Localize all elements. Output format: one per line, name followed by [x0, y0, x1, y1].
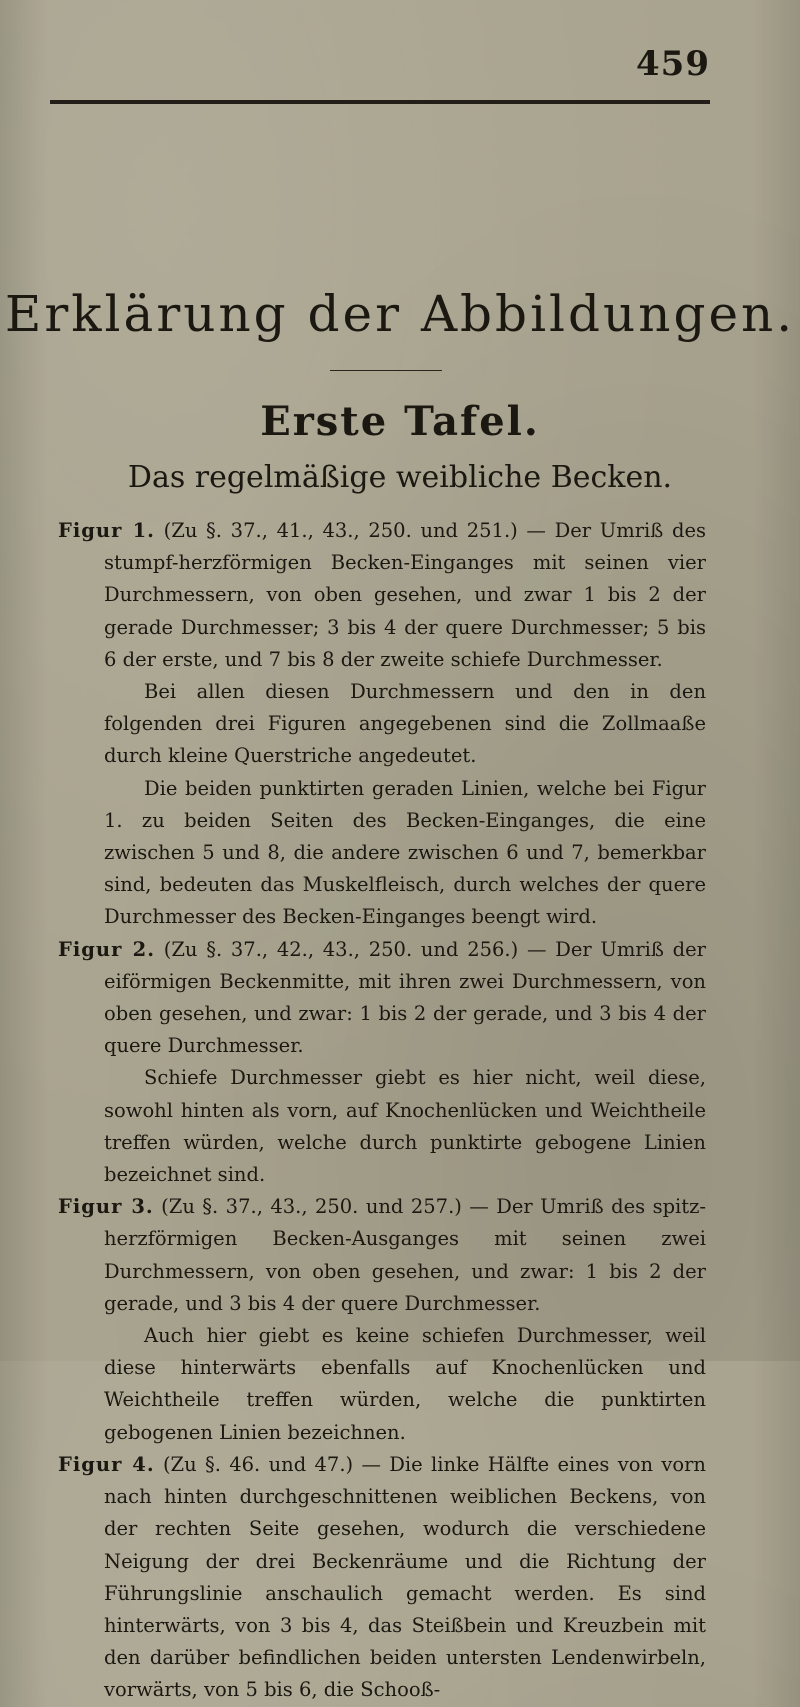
figure-1-label: Figur 1.	[58, 519, 155, 542]
figure-4-text: (Zu §. 46. und 47.) — Die linke Hälfte eines von vorn nach hinten durchgeschnittenen weiblichen Beckens, von der rechten Seite gesehen, wodurch die verschiedene Neigung der drei Beckenräume und die Richtung der Führungslinie anschaulich gemacht werden. Es sind hinterwärts, von 3 bis 4, das Steißbein und Kreuzbein mit den darüber befindlichen beiden untersten Lendenwirbeln, vorwärts, von 5 bis 6, die Schooß-	[104, 1452, 706, 1702]
figure-3-label: Figur 3.	[58, 1195, 154, 1219]
body-text	[58, 515, 706, 1707]
main-title: Erklärung der Abbildungen.	[4, 285, 796, 343]
header-rule	[50, 100, 710, 104]
figure-3-paragraph	[58, 1191, 706, 1320]
figure-2-note-1: Schiefe Durchmesser giebt es hier nicht, weil diese, sowohl hinten als vorn, auf Knochenlücken und Weichtheile treffen würden, welche durch punktirte gebogene Linien bezeichnet sind.	[104, 1066, 706, 1187]
figure-3-note-1: Auch hier giebt es keine schiefen Durchmesser, weil diese hinterwärts ebenfalls auf Knochenlücken und Weichtheile treffen würden, welche die punktirten gebogenen Linien bezeichnen.	[104, 1324, 706, 1444]
plate-title: Erste Tafel.	[260, 398, 540, 445]
figure-1-note-2: Die beiden punktirten geraden Linien, welche bei Figur 1. zu beiden Seiten des Becken-Einganges, die eine zwischen 5 und 8, die andere zwischen 6 und 7, bemerkbar sind, bedeuten das Muskelfleisch, durch welches der quere Durchmesser des Becken-Einganges beengt wird.	[104, 776, 706, 929]
plate-subtitle: Das regelmäßige weibliche Becken.	[127, 460, 673, 495]
page-number: 459	[636, 44, 710, 84]
figure-2-paragraph	[58, 934, 706, 1063]
figure-4-paragraph	[58, 1449, 706, 1707]
figure-1-text: (Zu §. 37., 41., 43., 250. und 251.) — Der Umriß des stumpf-herzförmigen Becken-Einganges mit seinen vier Durchmessern, von oben gesehen, und zwar 1 bis 2 der gerade Durchmesser; 3 bis 4 der quere Durchmesser; 5 bis 6 der erste, und 7 bis 8 der zweite schiefe Durchmesser.	[104, 519, 706, 671]
figure-2-text: (Zu §. 37., 42., 43., 250. und 256.) — Der Umriß der eiförmigen Beckenmitte, mit ihren zwei Durchmessern, von oben gesehen, und zwar: 1 bis 2 der gerade, und 3 bis 4 der quere Durchmesser.	[104, 937, 707, 1058]
figure-2-label: Figur 2.	[58, 937, 156, 961]
title-divider	[330, 370, 442, 371]
figure-3-text: (Zu §. 37., 43., 250. und 257.) — Der Umriß des spitz-herzförmigen Becken-Ausganges mit seinen zwei Durchmessern, von oben gesehen, und zwar: 1 bis 2 der gerade, und 3 bis 4 der quere Durchmesser.	[104, 1195, 706, 1315]
figure-4-label: Figur 4.	[58, 1452, 155, 1476]
figure-1-paragraph	[58, 515, 706, 676]
figure-1-note-1: Bei allen diesen Durchmessern und den in den folgenden drei Figuren angegebenen sind die Zollmaaße durch kleine Querstriche angedeutet.	[104, 680, 706, 768]
